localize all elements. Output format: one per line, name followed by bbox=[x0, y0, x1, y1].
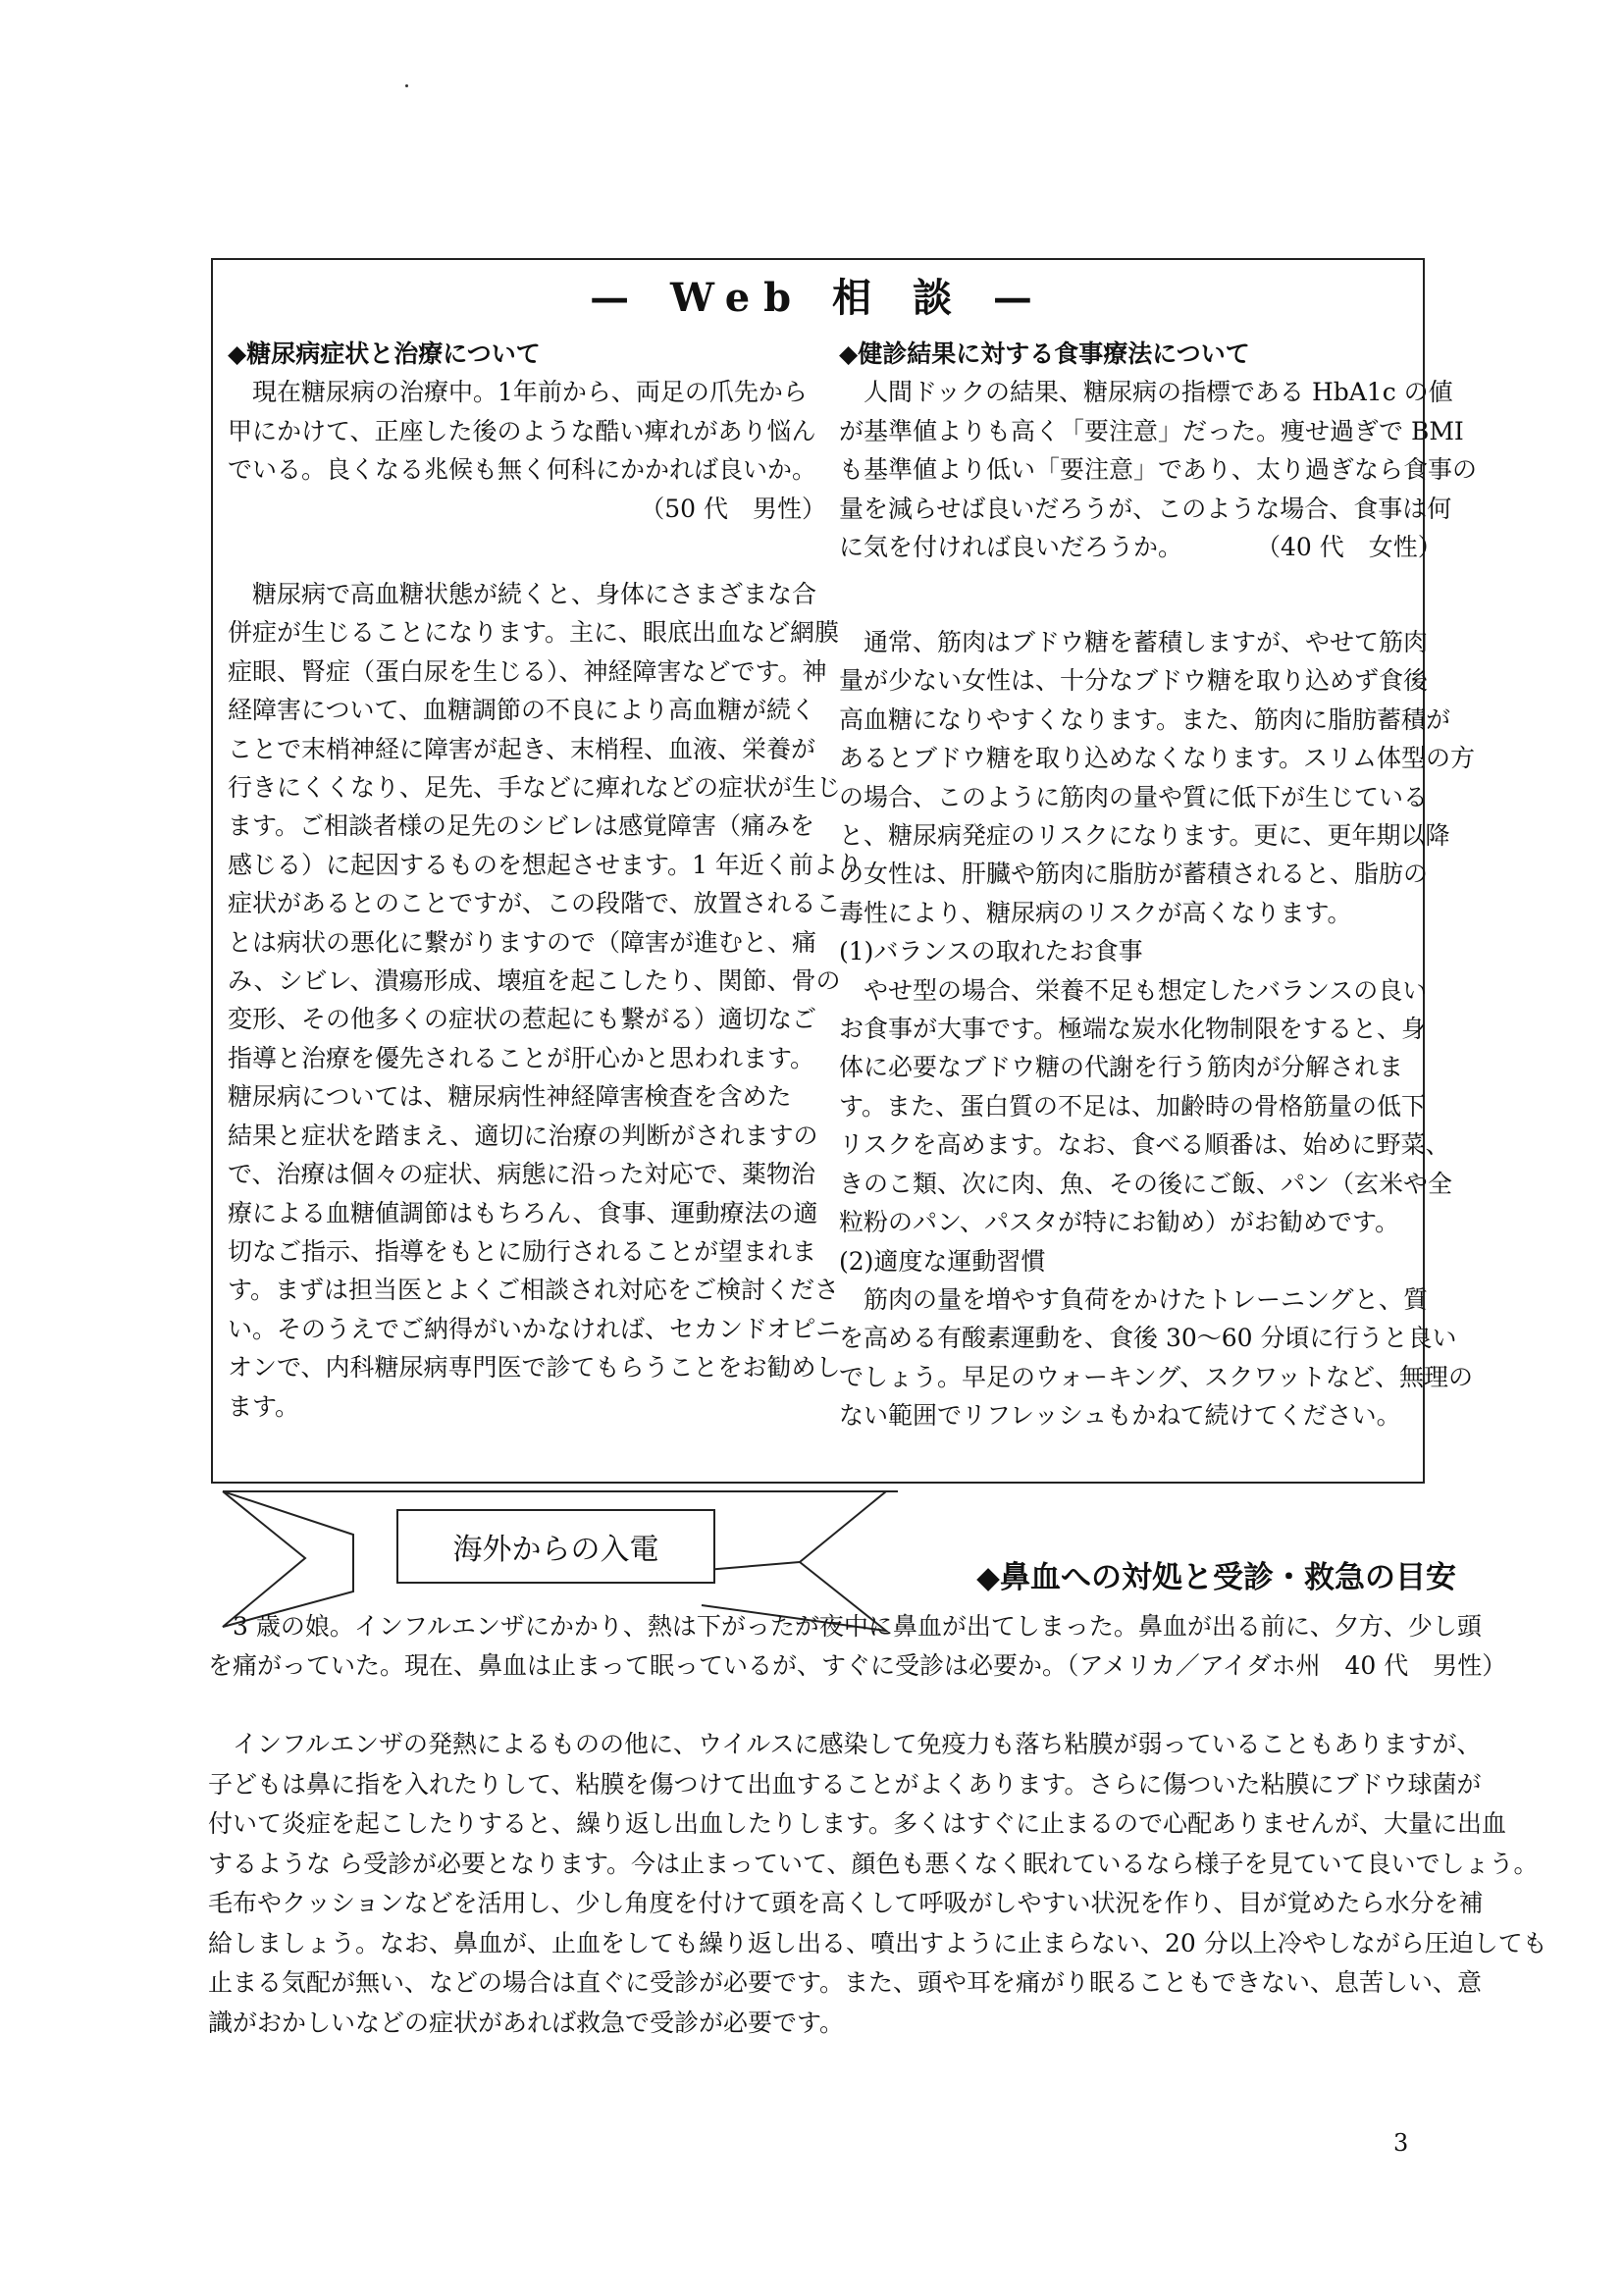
left-answer-line: 糖尿病で高血糖状態が続くと、身体にさまざまな合 bbox=[252, 580, 817, 608]
right-answer-line: の女性は、肝臓や筋肉に脂肪が蓄積されると、脂肪の bbox=[839, 860, 1429, 889]
left-answer-line: す。まずは担当医とよくご相談され対応をご検討くださ bbox=[228, 1276, 840, 1305]
right-answer-line: を高める有酸素運動を、食後 30〜60 分頃に行うと良い bbox=[839, 1324, 1457, 1353]
left-answer-line: 併症が生じることになります。主に、眼底出血など網膜 bbox=[228, 618, 840, 648]
right-answer-line: 筋肉の量を増やす負荷をかけたトレーニングと、質 bbox=[864, 1284, 1429, 1314]
right-answer-line: でしょう。早足のウォーキング、スクワットなど、無理の bbox=[839, 1362, 1474, 1391]
right-answer-line: 量が少ない女性は、十分なブドウ糖を取り込めず食後 bbox=[839, 666, 1429, 696]
right-answer-line: 粒粉のパン、パスタが特にお勧め）がお勧めです。 bbox=[839, 1208, 1400, 1237]
left-answer-line: 症状があるとのことですが、この段階で、放置されるこ bbox=[228, 889, 841, 918]
stray-mark bbox=[405, 84, 408, 87]
right-question-line: 人間ドックの結果、糖尿病の指標である HbA1c の値 bbox=[864, 378, 1453, 407]
left-answer-line: 結果と症状を踏まえ、適切に治療の判断がされますの bbox=[228, 1121, 818, 1150]
page-number: 3 bbox=[1393, 2129, 1409, 2157]
left-question-line: 現在糖尿病の治療中。1年前から、両足の爪先から bbox=[252, 378, 808, 407]
left-asker: （50 代 男性） bbox=[640, 494, 826, 523]
right-question-line: が基準値よりも高く「要注意」だった。痩せ過ぎで BMI bbox=[839, 416, 1464, 445]
overseas-answer-line: 識がおかしいなどの症状があれば救急で受診が必要です。 bbox=[208, 2008, 845, 2037]
left-answer-line: オンで、内科糖尿病専門医で診てもらうことをお勧めし bbox=[228, 1353, 841, 1383]
right-answer-subheading: (2)適度な運動習慣 bbox=[839, 1246, 1046, 1276]
right-answer-line: ない範囲でリフレッシュもかねて続けてください。 bbox=[839, 1401, 1401, 1431]
right-answer-line: 高血糖になりやすくなります。また、筋肉に脂肪蓄積が bbox=[839, 704, 1451, 734]
right-answer-line: 体に必要なブドウ糖の代謝を行う筋肉が分解されま bbox=[839, 1053, 1404, 1082]
left-heading: ◆糖尿病症状と治療について bbox=[228, 339, 541, 368]
right-answer-line: 通常、筋肉はブドウ糖を蓄積しますが、やせて筋肉 bbox=[864, 628, 1429, 656]
overseas-answer-line: 毛布やクッションなどを活用し、少し角度を付けて頭を高くして呼吸がしやすい状況を作り、目が覚めたら水分を補 bbox=[208, 1889, 1484, 1917]
left-answer-line: 療による血糖値調節はもちろん、食事、運動療法の適 bbox=[228, 1198, 818, 1227]
overseas-answer-line: するような ら受診が必要となります。今は止まっていて、顔色も悪くなく眠れているなら様子を見ていて良いでしょう。 bbox=[208, 1849, 1539, 1878]
right-answer-subheading: (1)バランスの取れたお食事 bbox=[839, 937, 1143, 966]
right-answer-line: リスクを高めます。なお、食べる順番は、始めに野菜、 bbox=[839, 1130, 1450, 1160]
right-question-block bbox=[839, 335, 1478, 566]
right-answer-block bbox=[839, 623, 1476, 1435]
left-answer-line: 変形、その他多くの症状の惹起にも繋がる）適切なご bbox=[228, 1005, 817, 1034]
right-answer-line: と、糖尿病発症のリスクになります。更に、更年期以降 bbox=[839, 821, 1450, 851]
right-question-line: に気を付ければ良いだろうか。 （40 代 女性） bbox=[839, 533, 1442, 562]
left-question-line: 甲にかけて、正座した後のような酷い痺れがあり悩ん bbox=[228, 416, 816, 445]
left-answer-line: 経障害について、血糖調節の不良により高血糖が続く bbox=[228, 696, 816, 725]
left-answer-line: ことで末梢神経に障害が起き、末梢程、血液、栄養が bbox=[228, 734, 816, 763]
left-answer-line: 行きにくくなり、足先、手などに痺れなどの症状が生じ bbox=[228, 773, 842, 803]
overseas-question-line: 3 歳の娘。インフルエンザにかかり、熱は下がったが夜中に鼻血が出てしまった。鼻血が出る前に、夕方、少し頭 bbox=[233, 1612, 1482, 1641]
overseas-answer-line: 給しましょう。なお、鼻血が、止血をしても繰り返し出る、噴出すように止まらない、20 分以上冷やしながら圧迫しても bbox=[208, 1928, 1547, 1957]
right-answer-line: お食事が大事です。極端な炭水化物制限をすると、身 bbox=[839, 1015, 1427, 1044]
right-answer-line: あるとブドウ糖を取り込めなくなります。スリム体型の方 bbox=[839, 744, 1476, 773]
left-answer-line: ます。 bbox=[228, 1391, 300, 1421]
overseas-answer-block bbox=[208, 1725, 1547, 2043]
overseas-answer-line: 付いて炎症を起こしたりすると、繰り返し出血したりします。多くはすぐに止まるので心配ありませんが、大量に出血 bbox=[208, 1809, 1507, 1838]
left-answer-line: 糖尿病については、糖尿病性神経障害検査を含めた bbox=[228, 1082, 792, 1112]
left-answer-line: 切なご指示、指導をもとに励行されることが望まれま bbox=[228, 1236, 817, 1266]
right-question-line: も基準値より低い「要注意」であり、太り過ぎなら食事の bbox=[839, 455, 1478, 485]
right-answer-line: 毒性により、糖尿病のリスクが高くなります。 bbox=[839, 898, 1352, 927]
left-answer-line: とは病状の悪化に繋がりますので（障害が進むと、痛 bbox=[228, 927, 817, 957]
right-heading: ◆健診結果に対する食事療法について bbox=[839, 339, 1250, 368]
overseas-question-line: を痛がっていた。現在、鼻血は止まって眠っているが、すぐに受診は必要か。（アメリカ／アイダホ州 40 代 男性） bbox=[208, 1651, 1507, 1680]
left-answer-block bbox=[228, 575, 863, 1426]
overseas-banner-label: 海外からの入電 bbox=[396, 1509, 715, 1584]
left-answer-line: ます。ご相談者様の足先のシビレは感覚障害（痛みを bbox=[228, 811, 815, 841]
left-answer-line: 指導と治療を優先されることが肝心かと思われます。 bbox=[228, 1043, 815, 1072]
left-answer-line: い。そのうえでご納得がいかなければ、セカンドオピニ bbox=[228, 1314, 841, 1343]
left-question-line: でいる。良くなる兆候も無く何科にかかれば良いか。 bbox=[228, 455, 817, 485]
web-consult-title: — Web 相 談 — bbox=[590, 275, 1046, 321]
left-answer-line: 症眼、腎症（蛋白尿を生じる）、神経障害などです。神 bbox=[228, 656, 827, 686]
overseas-answer-line: 止まる気配が無い、などの場合は直ぐに受診が必要です。また、頭や耳を痛がり眠ることもできない、息苦しい、意 bbox=[208, 1968, 1483, 1997]
left-answer-line: 感じる）に起因するものを想起させます。1 年近く前より bbox=[228, 850, 863, 879]
left-answer-line: み、シビレ、潰瘍形成、壊疽を起こしたり、関節、骨の bbox=[228, 966, 841, 996]
right-answer-line: す。また、蛋白質の不足は、加齢時の骨格筋量の低下 bbox=[839, 1091, 1427, 1121]
overseas-heading: ◆鼻血への対処と受診・救急の目安 bbox=[976, 1560, 1456, 1595]
right-answer-line: の場合、このように筋肉の量や質に低下が生じている bbox=[839, 782, 1429, 811]
right-answer-line: きのこ類、次に肉、魚、その後にご飯、パン（玄米や全 bbox=[839, 1169, 1453, 1198]
left-answer-line: で、治療は個々の症状、病態に沿った対応で、薬物治 bbox=[228, 1160, 816, 1189]
overseas-answer-line: 子どもは鼻に指を入れたりして、粘膜を傷つけて出血することがよくあります。さらに傷ついた粘膜にブドウ球菌が bbox=[208, 1769, 1482, 1799]
overseas-answer-line: インフルエンザの発熱によるものの他に、ウイルスに感染して免疫力も落ち粘膜が弱っていることもありますが、 bbox=[233, 1730, 1482, 1758]
right-answer-line: やせ型の場合、栄養不足も想定したバランスの良い bbox=[864, 975, 1428, 1005]
left-question-block bbox=[228, 335, 826, 528]
overseas-question-block bbox=[208, 1607, 1507, 1686]
right-question-line: 量を減らせば良いだろうが、このような場合、食事は何 bbox=[839, 494, 1452, 523]
